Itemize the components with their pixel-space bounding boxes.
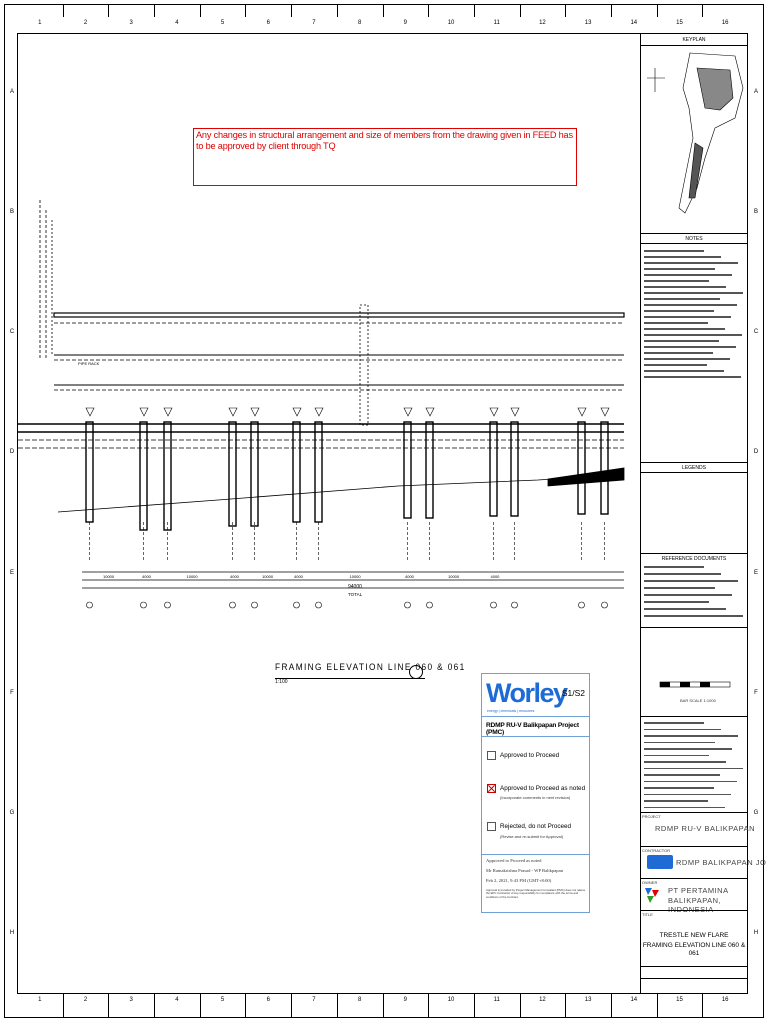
title-label: TITLE bbox=[642, 912, 653, 917]
pile-column bbox=[293, 422, 300, 522]
grid-tick bbox=[200, 994, 201, 1018]
grid-bubble bbox=[512, 602, 518, 608]
grid-tick bbox=[291, 4, 292, 17]
title-block-divider bbox=[640, 45, 748, 46]
grid-row-label: A bbox=[9, 89, 14, 96]
text-line bbox=[644, 800, 708, 802]
text-line bbox=[644, 280, 709, 282]
warning-note: Any changes in structural arrangement and size of members from the drawing given in FEED has to be approved by client through TQ bbox=[193, 128, 577, 186]
title-block-divider bbox=[640, 910, 748, 911]
span-dimension: 10000 bbox=[103, 574, 115, 579]
grid-tick bbox=[154, 4, 155, 17]
text-line bbox=[644, 298, 720, 300]
grid-column-label: 13 bbox=[584, 997, 592, 1003]
span-dimension: 10000 bbox=[262, 574, 274, 579]
project-name: RDMP RU-V BALIKPAPAN bbox=[655, 824, 756, 833]
signer-name: Mr Ramakrishna Prasad - WP Balikpapan bbox=[486, 868, 563, 873]
grid-column-label: 10 bbox=[447, 20, 455, 26]
elevation-scale: 1:100 bbox=[275, 679, 288, 685]
pile-column bbox=[511, 422, 518, 516]
grid-column-label: 12 bbox=[539, 997, 546, 1003]
text-line bbox=[644, 274, 732, 276]
text-line bbox=[644, 742, 715, 744]
grid-tick bbox=[63, 4, 64, 17]
grid-tick bbox=[200, 4, 201, 17]
grid-bubble bbox=[141, 602, 147, 608]
contractor-label: CONTRACTOR bbox=[642, 848, 671, 853]
pile-column bbox=[601, 422, 608, 514]
text-line bbox=[644, 310, 714, 312]
text-line bbox=[644, 376, 741, 378]
grid-row-label: E bbox=[9, 569, 14, 576]
grid-column-label: 2 bbox=[83, 997, 88, 1003]
drawing-title-line-1: TRESTLE NEW FLARE bbox=[659, 932, 729, 939]
level-marker bbox=[578, 408, 586, 416]
grid-row-label: F bbox=[754, 689, 758, 696]
title-block-divider bbox=[640, 716, 748, 717]
stamp-divider bbox=[482, 854, 589, 855]
text-line bbox=[644, 573, 721, 575]
span-dimension: 4000 bbox=[405, 574, 414, 579]
text-line bbox=[644, 364, 707, 366]
pile-column bbox=[140, 422, 147, 530]
stamp-project-name: RDMP RU-V Balikpapan Project (PMC) bbox=[486, 722, 579, 736]
title-block-divider bbox=[640, 462, 748, 463]
grid-row-label: A bbox=[753, 89, 758, 96]
reference-heading: REFERENCE DOCUMENTS bbox=[661, 556, 727, 562]
text-line bbox=[644, 580, 738, 582]
grid-row-label: B bbox=[753, 209, 758, 216]
grid-tick bbox=[383, 4, 384, 17]
title-block-divider bbox=[640, 878, 748, 879]
owner-line-1: PT PERTAMINA bbox=[668, 886, 729, 895]
grid-tick bbox=[611, 994, 612, 1018]
level-marker bbox=[490, 408, 498, 416]
owner-label: OWNER bbox=[642, 880, 658, 885]
grid-tick bbox=[565, 994, 566, 1018]
grid-column-label: 3 bbox=[129, 997, 133, 1003]
text-line bbox=[644, 594, 732, 596]
title-block-divider bbox=[640, 966, 748, 967]
review-code: S1/S2 bbox=[561, 688, 585, 698]
grid-column-label: 11 bbox=[493, 20, 500, 26]
grid-bubble bbox=[579, 602, 585, 608]
grid-tick bbox=[63, 994, 64, 1018]
notes-heading: NOTES bbox=[685, 236, 703, 242]
grid-tick bbox=[520, 994, 521, 1018]
text-line bbox=[644, 358, 730, 360]
grid-bubble bbox=[602, 602, 608, 608]
text-line bbox=[644, 346, 736, 348]
worley-tagline: energy | chemicals | resources bbox=[487, 709, 535, 713]
text-line bbox=[644, 316, 731, 318]
contractor-logo bbox=[647, 855, 673, 869]
span-dimension: 10000 bbox=[186, 574, 198, 579]
grid-row-label: C bbox=[753, 329, 759, 336]
grid-tick bbox=[428, 994, 429, 1018]
grid-tick bbox=[154, 994, 155, 1018]
axis-total-label: TOTAL bbox=[348, 592, 363, 597]
grid-column-label: 13 bbox=[584, 20, 592, 26]
text-line bbox=[644, 322, 708, 324]
text-line bbox=[644, 268, 715, 270]
grid-tick bbox=[611, 4, 612, 17]
text-line bbox=[644, 262, 738, 264]
worley-review-stamp bbox=[481, 673, 590, 913]
stamp-disclaimer: Approval is provided by Project Management Consultant (PMC) does not relieve the EPC Contractor of any responsibility for compliance with the terms and conditions of the Contract. bbox=[486, 888, 586, 899]
pile-column bbox=[315, 422, 322, 522]
pile-column bbox=[164, 422, 171, 530]
grid-column-label: 4 bbox=[175, 20, 179, 26]
grid-column-label: 9 bbox=[403, 997, 408, 1003]
level-marker bbox=[404, 408, 412, 416]
span-dimension: 4000 bbox=[490, 574, 500, 579]
text-line bbox=[644, 286, 726, 288]
text-line bbox=[644, 729, 721, 731]
signature-status: Approved to Proceed as noted bbox=[486, 858, 542, 863]
grid-row-label: F bbox=[10, 689, 14, 696]
grid-column-label: 8 bbox=[357, 997, 362, 1003]
grid-column-label: 1 bbox=[38, 997, 42, 1003]
title-block-divider bbox=[640, 243, 748, 244]
grid-tick bbox=[383, 994, 384, 1018]
title-block-divider bbox=[640, 627, 748, 628]
text-line bbox=[644, 608, 726, 610]
level-marker bbox=[229, 408, 237, 416]
grid-tick bbox=[245, 994, 246, 1018]
approved-as-noted-checkbox[interactable] bbox=[487, 784, 496, 793]
level-marker bbox=[426, 408, 434, 416]
pile-column bbox=[229, 422, 236, 526]
grid-row-label: H bbox=[753, 929, 759, 936]
grid-column-label: 6 bbox=[266, 20, 270, 26]
level-marker bbox=[86, 408, 94, 416]
span-dimension: 4000 bbox=[230, 574, 239, 579]
level-marker bbox=[601, 408, 609, 416]
text-line bbox=[644, 340, 719, 342]
text-line bbox=[644, 774, 720, 776]
grid-column-label: 10 bbox=[447, 997, 455, 1003]
text-line bbox=[644, 781, 737, 783]
level-marker bbox=[511, 408, 519, 416]
contractor-name: RDMP BALIKPAPAN JO bbox=[676, 858, 767, 867]
option-label: Approved to Proceed bbox=[500, 752, 560, 759]
grid-bubble bbox=[252, 602, 258, 608]
grid-column-label: 16 bbox=[721, 20, 729, 26]
keyplan-map bbox=[645, 48, 745, 228]
title-block-divider bbox=[640, 812, 748, 813]
elevation-title: FRAMING ELEVATION LINE 060 & 061 bbox=[275, 662, 466, 672]
overall-dimension: 94000 bbox=[348, 584, 362, 590]
text-line bbox=[644, 328, 725, 330]
grid-bubble bbox=[230, 602, 236, 608]
grid-row-label: G bbox=[753, 809, 759, 816]
grid-column-label: 5 bbox=[220, 20, 225, 26]
text-line bbox=[644, 748, 732, 750]
option-label: Approved to Proceed as noted bbox=[500, 785, 586, 792]
framing-elevation-drawing bbox=[18, 190, 640, 620]
title-block-divider bbox=[640, 233, 748, 234]
grid-tick bbox=[428, 4, 429, 17]
grid-tick bbox=[291, 994, 292, 1018]
text-line bbox=[644, 615, 743, 617]
grid-row-label: D bbox=[9, 449, 15, 456]
grid-row-label: C bbox=[9, 329, 15, 336]
grid-tick bbox=[565, 4, 566, 17]
level-marker bbox=[251, 408, 259, 416]
grid-tick bbox=[520, 4, 521, 17]
stamp-divider bbox=[482, 716, 589, 717]
bar-scale bbox=[650, 680, 735, 694]
grid-column-label: 14 bbox=[630, 20, 638, 26]
title-block-divider bbox=[640, 553, 748, 554]
text-line bbox=[644, 761, 726, 763]
stamp-divider bbox=[482, 736, 589, 737]
elevation-title-underline bbox=[275, 678, 425, 679]
text-line bbox=[644, 250, 704, 252]
grid-row-label: H bbox=[9, 929, 15, 936]
title-block-divider bbox=[640, 472, 748, 473]
grid-column-label: 8 bbox=[357, 20, 362, 26]
text-line bbox=[644, 601, 709, 603]
left-level-markers bbox=[40, 200, 52, 360]
text-line bbox=[644, 768, 743, 770]
pipe-rack-label: PIPE RACK bbox=[78, 361, 100, 366]
grid-row-label: G bbox=[9, 809, 15, 816]
grid-column-label: 1 bbox=[38, 20, 42, 26]
title-block-divider bbox=[640, 978, 748, 979]
text-line bbox=[644, 755, 709, 757]
grid-column-label: 3 bbox=[129, 20, 133, 26]
pile-column bbox=[426, 422, 433, 518]
grid-tick bbox=[337, 4, 338, 17]
text-line bbox=[644, 292, 743, 294]
grid-bubble bbox=[491, 602, 497, 608]
legends-heading: LEGENDS bbox=[682, 465, 706, 471]
grid-column-label: 14 bbox=[630, 997, 638, 1003]
span-dimension: 10000 bbox=[448, 574, 460, 579]
section-callout-icon bbox=[409, 665, 423, 679]
grid-column-label: 7 bbox=[312, 20, 316, 26]
option-label: Rejected, do not Proceed bbox=[500, 823, 572, 830]
pile-column bbox=[251, 422, 258, 526]
grid-column-label: 5 bbox=[220, 997, 225, 1003]
text-line bbox=[644, 256, 721, 258]
pile-column bbox=[404, 422, 411, 518]
level-marker bbox=[164, 408, 172, 416]
option-note: (Incorporate comments in next revision) bbox=[500, 795, 571, 800]
signature-date: Feb 2, 2021, 9:43 PM (GMT+8:00) bbox=[486, 878, 552, 883]
rejected-checkbox[interactable] bbox=[487, 822, 496, 831]
span-dimension: 4000 bbox=[142, 574, 151, 579]
pile-column bbox=[86, 422, 93, 522]
text-line bbox=[644, 304, 737, 306]
text-line bbox=[644, 807, 725, 809]
grid-tick bbox=[108, 4, 109, 17]
grid-column-label: 15 bbox=[676, 20, 683, 26]
grid-column-label: 7 bbox=[312, 997, 316, 1003]
grid-bubble bbox=[427, 602, 433, 608]
text-line bbox=[644, 794, 731, 796]
grid-column-label: 9 bbox=[403, 20, 408, 26]
text-line bbox=[644, 566, 704, 568]
grid-column-label: 12 bbox=[539, 20, 546, 26]
grid-bubble bbox=[316, 602, 322, 608]
level-marker bbox=[315, 408, 323, 416]
level-marker bbox=[293, 408, 301, 416]
grid-row-label: D bbox=[753, 449, 759, 456]
grid-tick bbox=[337, 994, 338, 1018]
grid-tick bbox=[245, 4, 246, 17]
grid-tick bbox=[474, 994, 475, 1018]
text-line bbox=[644, 370, 724, 372]
pertamina-logo bbox=[643, 886, 661, 904]
grid-column-label: 16 bbox=[721, 997, 729, 1003]
project-label: PROJECT bbox=[642, 814, 661, 819]
grid-bubble bbox=[87, 602, 93, 608]
grid-tick bbox=[702, 994, 703, 1018]
keyplan-heading: KEYPLAN bbox=[682, 37, 706, 43]
pile-column bbox=[578, 422, 585, 514]
text-line bbox=[644, 722, 704, 724]
grid-bubble bbox=[405, 602, 411, 608]
worley-logo: Worley bbox=[486, 678, 567, 708]
title-block-divider bbox=[640, 846, 748, 847]
approved-checkbox[interactable] bbox=[487, 751, 496, 760]
grid-column-label: 6 bbox=[266, 997, 270, 1003]
grid-tick bbox=[108, 994, 109, 1018]
text-line bbox=[644, 352, 713, 354]
grid-column-label: 4 bbox=[175, 997, 179, 1003]
grid-column-label: 15 bbox=[676, 997, 683, 1003]
grid-bubble bbox=[294, 602, 300, 608]
grid-row-label: E bbox=[753, 569, 758, 576]
pile-column bbox=[490, 422, 497, 516]
text-line bbox=[644, 334, 742, 336]
grid-tick bbox=[657, 994, 658, 1018]
option-note: (Revise and re-submit for Approval) bbox=[500, 834, 563, 839]
owner-line-2: BALIKPAPAN, bbox=[668, 896, 722, 905]
span-dimension: 10000 bbox=[349, 574, 361, 579]
grid-column-label: 11 bbox=[493, 997, 500, 1003]
bar-scale-label: BAR SCALE 1:1000 bbox=[680, 698, 716, 703]
grid-bubble bbox=[165, 602, 171, 608]
text-line bbox=[644, 735, 738, 737]
span-dimension: 4000 bbox=[294, 574, 303, 579]
text-line bbox=[644, 587, 715, 589]
grid-row-label: B bbox=[9, 209, 14, 216]
text-line bbox=[644, 787, 714, 789]
grid-tick bbox=[474, 4, 475, 17]
drawing-title-line-2: FRAMING ELEVATION LINE 060 & 061 bbox=[642, 942, 746, 957]
grid-tick bbox=[657, 4, 658, 17]
level-marker bbox=[140, 408, 148, 416]
grid-tick bbox=[702, 4, 703, 17]
grid-column-label: 2 bbox=[83, 20, 88, 26]
